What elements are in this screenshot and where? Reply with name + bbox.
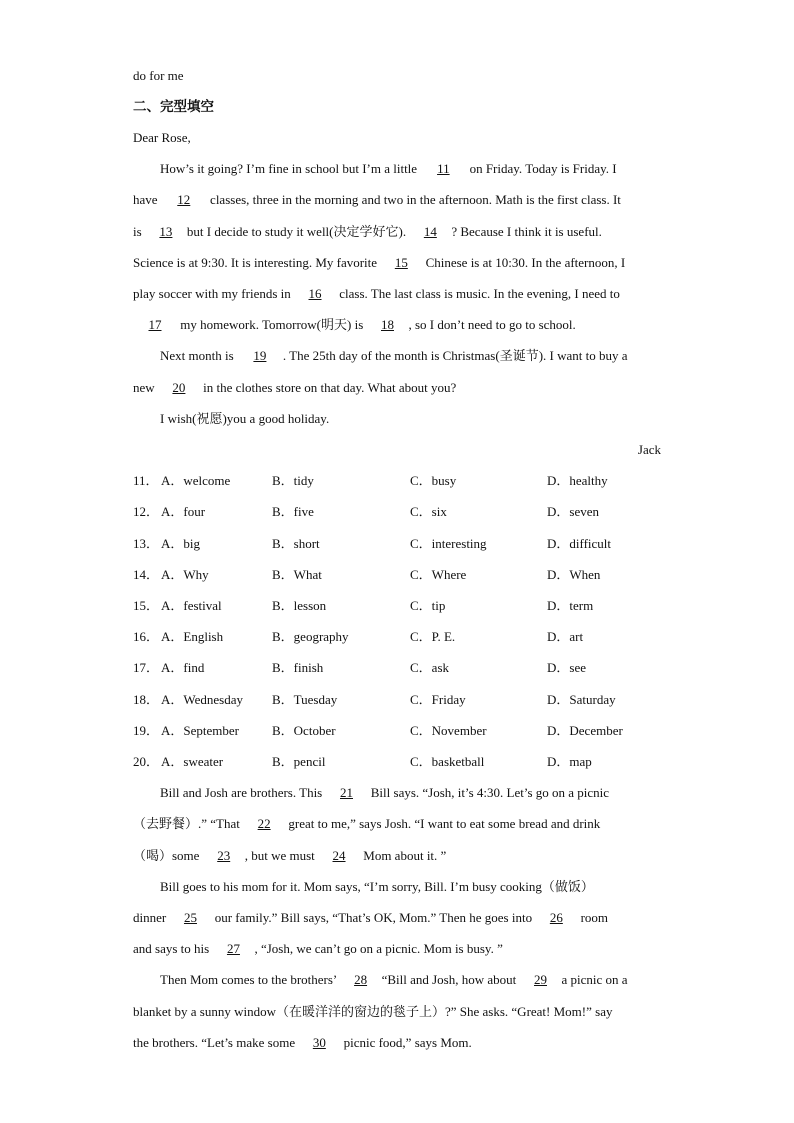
letter-greeting: Dear Rose,	[133, 130, 191, 145]
question-row	[133, 536, 673, 552]
question-number: 15．	[133, 598, 160, 613]
option-b: B．October	[272, 723, 336, 738]
question-number: 16．	[133, 629, 160, 644]
option-a: A．Why	[161, 567, 209, 582]
option-b: B．Tuesday	[272, 692, 338, 707]
option-d: D．seven	[547, 504, 599, 519]
option-b: B．short	[272, 536, 320, 551]
letter-line: Next month is 19 . The 25th day of the month is Christmas(圣诞节). I want to buy a	[160, 348, 628, 363]
passage-line: Bill goes to his mom for it. Mom says, “I’m sorry, Bill. I’m busy cooking（做饭）	[160, 879, 594, 894]
question-row	[133, 598, 673, 614]
blank-17: 17	[148, 317, 162, 332]
option-b: B．What	[272, 567, 322, 582]
option-a: A．welcome	[161, 473, 231, 488]
option-c: C．Friday	[410, 692, 466, 707]
option-d: D．map	[547, 754, 592, 769]
option-d: D．see	[547, 660, 586, 675]
option-d: D．December	[547, 723, 623, 738]
option-b: B．finish	[272, 660, 324, 675]
letter-signature: Jack	[637, 442, 661, 457]
option-d: D．Saturday	[547, 692, 616, 707]
blank-20: 20	[172, 380, 186, 395]
blank-18: 18	[381, 317, 394, 332]
question-row	[133, 754, 673, 770]
letter-line: is 13 but I decide to study it well(决定学好它). 14 ? Because I think it is useful.	[133, 224, 602, 239]
top-fragment: do for me	[133, 68, 184, 83]
question-row	[133, 660, 673, 676]
blank-29: 29	[534, 972, 547, 987]
letter-line: How’s it going? I’m fine in school but I’m a little 11 on Friday. Today is Friday. I	[160, 161, 617, 176]
option-a: A．English	[161, 629, 224, 644]
question-row	[133, 473, 673, 489]
option-c: C．basketball	[410, 754, 485, 769]
option-a: A．big	[161, 536, 201, 551]
option-a: A．festival	[161, 598, 222, 613]
letter-wish: I wish(祝愿)you a good holiday.	[160, 411, 330, 426]
option-b: B．pencil	[272, 754, 326, 769]
question-number: 14．	[133, 567, 160, 582]
passage-line: （喝）some 23 , but we must 24 Mom about it. ”	[133, 848, 447, 863]
option-d: D．When	[547, 567, 601, 582]
blank-12: 12	[177, 192, 191, 207]
question-number: 13．	[133, 536, 160, 551]
option-c: C．P. E.	[410, 629, 456, 644]
passage-line: dinner 25 our family.” Bill says, “That’s OK, Mom.” Then he goes into 26 room	[133, 910, 609, 925]
blank-22: 22	[257, 816, 271, 831]
blank-28: 28	[354, 972, 368, 987]
blank-13: 13	[159, 224, 173, 239]
option-c: C．tip	[410, 598, 446, 613]
blank-19: 19	[253, 348, 267, 363]
question-number: 18．	[133, 692, 160, 707]
letter-line: new 20 in the clothes store on that day. What about you?	[133, 380, 457, 395]
question-row	[133, 504, 673, 520]
passage-line: the brothers. “Let’s make some 30 picnic food,” says Mom.	[133, 1035, 472, 1050]
option-c: C．Where	[410, 567, 467, 582]
option-c: C．busy	[410, 473, 457, 488]
option-c: C．interesting	[410, 536, 487, 551]
passage-line: Bill and Josh are brothers. This 21 Bill says. “Josh, it’s 4:30. Let’s go on a picnic	[160, 785, 610, 800]
blank-26: 26	[549, 910, 563, 925]
blank-24: 24	[332, 848, 346, 863]
passage-line: blanket by a sunny window（在暖洋洋的窗边的毯子上）?” She asks. “Great! Mom!” say	[133, 1004, 613, 1019]
passage-line: Then Mom comes to the brothers’ 28 “Bill and Josh, how about 29 a picnic on a	[160, 972, 628, 987]
option-a: A．Wednesday	[161, 692, 243, 707]
blank-25: 25	[183, 910, 197, 925]
blank-27: 27	[226, 941, 240, 956]
blank-23: 23	[217, 848, 231, 863]
option-d: D．art	[547, 629, 584, 644]
option-c: C．November	[410, 723, 487, 738]
letter-line: 17 my homework. Tomorrow(明天) is 18 , so I don’t need to go to school.	[133, 317, 576, 333]
question-row	[133, 629, 673, 645]
question-number: 19．	[133, 723, 160, 738]
question-number: 17．	[133, 660, 160, 675]
blank-15: 15	[394, 255, 408, 270]
option-c: C．ask	[410, 660, 450, 675]
question-row	[133, 723, 673, 739]
option-d: D．term	[547, 598, 594, 613]
section-title: 二、完型填空	[133, 99, 214, 115]
letter-line: Science is at 9:30. It is interesting. My favorite 15 Chinese is at 10:30. In the afternoon, I	[133, 255, 626, 270]
letter-line: have 12 classes, three in the morning and two in the afternoon. Math is the first class. It	[133, 192, 621, 207]
blank-14: 14	[423, 224, 437, 239]
option-b: B．five	[272, 504, 314, 519]
option-c: C．six	[410, 504, 447, 519]
passage-line: and says to his 27 , “Josh, we can’t go on a picnic. Mom is busy. ”	[133, 941, 503, 956]
option-a: A．four	[161, 504, 206, 519]
option-b: B．tidy	[272, 473, 314, 488]
question-number: 12．	[133, 504, 160, 519]
option-b: B．geography	[272, 629, 349, 644]
question-row	[133, 567, 673, 583]
blank-11: 11	[437, 161, 450, 176]
option-a: A．sweater	[161, 754, 224, 769]
blank-30: 30	[312, 1035, 326, 1050]
option-d: D．healthy	[547, 473, 608, 488]
question-number: 11．	[133, 473, 159, 488]
option-a: A．find	[161, 660, 205, 675]
option-b: B．lesson	[272, 598, 327, 613]
option-d: D．difficult	[547, 536, 612, 551]
blank-16: 16	[308, 286, 322, 301]
passage-line: （去野餐）.” “That 22 great to me,” says Josh. “I want to eat some bread and drink	[133, 816, 601, 831]
option-a: A．September	[161, 723, 239, 738]
blank-21: 21	[340, 785, 353, 800]
question-row	[133, 692, 673, 708]
question-number: 20．	[133, 754, 160, 769]
letter-line: play soccer with my friends in 16 class. The last class is music. In the evening, I need to	[133, 286, 620, 301]
